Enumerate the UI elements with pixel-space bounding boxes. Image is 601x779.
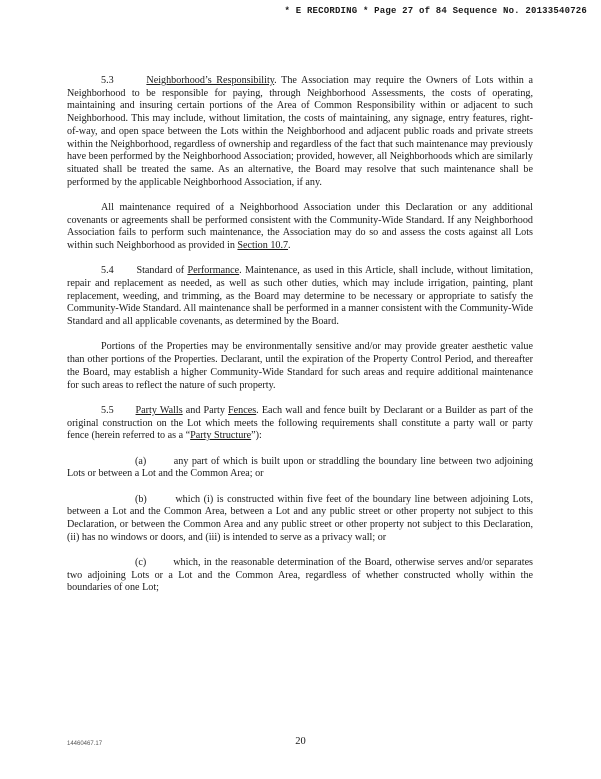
paragraph-environmental: Portions of the Properties may be environmentally sensitive and/or may provide greater aesthetic value than other portions of the Properties. Declarant, until the expiration of the Property Control Period, and thereafter the Board, may establish a higher Community-Wide Standard for such areas and require additional maintenance for such areas to reflect the nature of such property.: [67, 341, 533, 391]
item-label: (c): [135, 556, 147, 568]
section-5-3: [67, 75, 533, 189]
list-item-a: [67, 456, 533, 481]
list-item-b: [67, 494, 533, 545]
section-number: 5.5: [101, 404, 114, 416]
section-reference: Section 10.7: [237, 240, 289, 252]
paragraph-maintenance: All maintenance required of a Neighborhood Association under this Declaration or any additional covenants or agreements shall be performed consistent with the Community-Wide Standard. If any Neighborhood Association fails to perform such maintenance, the Association may do so and assess the costs against all Lots within such Neighborhood as provided in Section 10.7.: [67, 201, 533, 252]
section-heading: Party Walls: [135, 404, 183, 416]
recording-header: * E RECORDING * Page 27 of 84 Sequence No. 20133540726: [284, 6, 587, 16]
section-number: 5.3: [101, 75, 114, 86]
item-text: which (i) is constructed within five feet of the boundary line between adjoining Lots, between a Lot and the Common Area, between a Lot and any public street or other property not subject to this Declaration, or between the Common Area and any public street or other property not subject to this Declaration, (ii) has no windows or doors, and (iii) is intended to serve as a privacy wall; or: [67, 493, 534, 543]
document-code: 14460467.17: [67, 741, 103, 747]
item-label: (a): [135, 455, 147, 467]
section-number: 5.4: [101, 265, 114, 277]
section-heading-2: Fences: [228, 404, 257, 416]
list-item-c: [67, 557, 533, 595]
item-text: which, in the reasonable determination of the Board, otherwise serves and/or separates two adjoining Lots or a Lot and the Common Area, regardless of whether constructed wholly within the boundaries of one Lot;: [67, 556, 534, 594]
item-label: (b): [135, 493, 147, 505]
section-text: . Each wall and fence built by Declarant or a Builder as part of the original construction on the Lot which meets the following requirements shall constitute a party wall or party fence (herein referred to as a “: [67, 404, 533, 442]
section-5-4: 5.4 Standard of Performance. Maintenance, as used in this Article, shall include, without limitation, repair and replacement as needed, as well as such other duties, which may include irrigation, painting, plant replacement, weeding, and trimming, as the Board may determine to be necessary or appropriate to satisfy the Community-Wide Standard. All maintenance shall be performed in a manner consistent with the Community-Wide Standard and all applicable covenants, as determined by the Board.: [67, 265, 533, 328]
section-heading: Neighborhood’s Responsibility: [146, 75, 275, 86]
section-5-5: 5.5 Party Walls and Party Fences. Each wall and fence built by Declarant or a Builder as part of the original construction on the Lot which meets the following requirements shall constitute a party wall or party fence (herein referred to as a “Party Structure”):: [67, 404, 533, 442]
section-text: . The Association may require the Owners of Lots within a Neighborhood to be responsible for paying, through Neighborhood Assessments, the costs of operating, maintaining and insuring certain portions of the Area of Common Responsibility within or adjacent to such Neighborhood. This may include, without limitation, the costs of maintaining, any signage, entry features, right-of-way, and open space between the Lots within the Neighborhood and adjacent public roads and private streets within the Neighborhood, regardless of ownership and regardless of the fact that such maintenance may previously have been performed by the Neighborhood Association; provided, however, all Neighborhoods which are similarly situated shall be treated the same. As an alternative, the Board may resolve that such maintenance shall be performed by the applicable Neighborhood Association, if any.: [67, 75, 534, 188]
item-text: any part of which is built upon or straddling the boundary line between two adjoining Lots or between a Lot and the Common Area; or: [67, 455, 533, 480]
document-body: [67, 75, 533, 595]
section-heading: Performance: [187, 265, 240, 277]
paragraph-text: All maintenance required of a Neighborhood Association under this Declaration or any additional covenants or agreements shall be performed consistent with the Community-Wide Standard. If any Neighborhood Association fails to perform such maintenance, the Association may do so and assess the costs against all Lots within such Neighborhood as provided in: [67, 201, 533, 252]
defined-term: Party Structure: [190, 430, 252, 442]
page-number: 20: [295, 736, 306, 747]
section-text: . Maintenance, as used in this Article, shall include, without limitation, repair and replacement as needed, as well as such other duties, which may include irrigation, painting, plant replacement, weeding, and trimming, as the Board may determine to be necessary or appropriate to satisfy the Community-Wide Standard. All maintenance shall be performed in a manner consistent with the Community-Wide Standard and all applicable covenants, as determined by the Board.: [67, 265, 533, 328]
